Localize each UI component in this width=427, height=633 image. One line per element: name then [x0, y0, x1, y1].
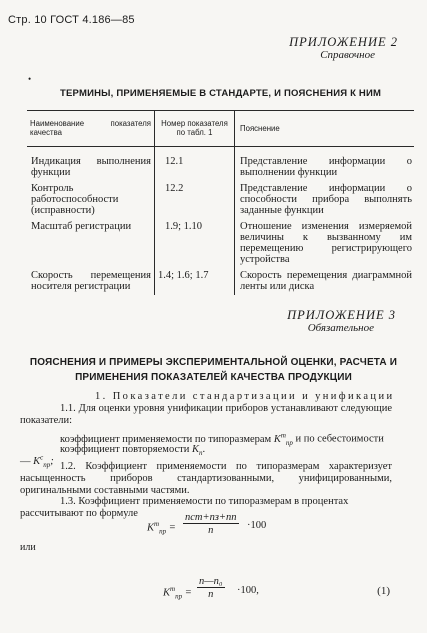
or-text: или [20, 542, 36, 553]
table-cell-name: Скорость перемещения носителя регистрации [31, 270, 151, 292]
formula2-denominator: n [208, 589, 214, 600]
table-cell-name: Масштаб регистрации [31, 221, 132, 232]
formula2-numerator: n—n₀ [199, 576, 223, 587]
formula2-fraction [197, 576, 225, 600]
table-cell-name: Контроль работоспособности (исправности) [31, 183, 119, 216]
formula1-tail: ·100 [247, 520, 267, 531]
applicability-text: коэффициент применяемости по типоразмерам [60, 433, 272, 445]
repeat-text: коэффициент повторяемости [60, 444, 190, 455]
formula2-lhs: $K^т_{пр}$ = [163, 585, 192, 601]
table-cell-number: 12.1 [155, 147, 235, 182]
table-header-name: Наименование показателя качества [27, 111, 155, 147]
terms-heading: ТЕРМИНЫ, ПРИМЕНЯЕМЫЕ В СТАНДАРТЕ, И ПОЯСНЕНИЯ К НИМ [60, 88, 382, 99]
formula1-lhs: $K^т_{пр}$ = [147, 520, 176, 536]
table-cell-number: 1.4; 1.6; 1.7 [155, 268, 235, 295]
terms-table [27, 110, 414, 295]
page-label: Стр. 10 ГОСТ 4.186—85 [8, 14, 135, 26]
k-n-symbol: $K_п$ [191, 444, 203, 458]
table-row [27, 147, 414, 182]
paragraph-1-2: 1.2. Коэффициент применяемости по типоразмерам характеризует насыщенность приборов стандартизованными, унифицированными, оригинальными составными частями. [20, 461, 392, 496]
margin-mark: • [28, 74, 32, 84]
table-cell-note: Представление информации о способности прибора выполнять заданные функции [240, 183, 412, 216]
table-row [27, 181, 414, 219]
table-header-note: Пояснение [235, 111, 415, 147]
table-row [27, 268, 414, 295]
table-cell-note: Скорость перемещения диаграммной ленты или диска [240, 270, 412, 292]
formula1-numerator: nст+nз+nп [185, 512, 237, 523]
table-cell-note: Отношение изменения измеряемой величины к вызванному им перемещению регистрирующего устройства [240, 221, 412, 265]
equation-number: (1) [377, 585, 390, 597]
table-cell-number: 12.2 [155, 181, 235, 219]
paragraph-1-1: 1.1. Для оценки уровня унификации приборов устанавливают следующие показатели: [20, 403, 392, 426]
table-cell-name: Индикация выполнения функции [31, 156, 151, 178]
k-tr-symbol: $K^т_{пр}$ [273, 431, 293, 447]
k-c-symbol: $K^с_{пр}$; [33, 453, 54, 470]
table-header-row [27, 111, 414, 147]
formula-applicability-1 [147, 512, 287, 540]
repeat-coefficient-line: коэффициент повторяемости $K_п$. [60, 444, 206, 458]
appendix2-title: ПРИЛОЖЕНИЕ 2 [289, 35, 398, 49]
appendix3-title: ПРИЛОЖЕНИЕ 3 [287, 308, 396, 322]
formula2-tail: ·100, [237, 585, 259, 596]
paragraph-1-3: 1.3. Коэффициент применяемости по типоразмерам в процентах рассчитывают по формуле [20, 496, 349, 519]
table-cell-number: 1.9; 1.10 [155, 219, 235, 268]
formula1-denominator: n [208, 525, 214, 536]
applicability-mid: и по себестоимости — [20, 433, 384, 468]
table-row [27, 219, 414, 268]
appendix2-subtitle: Справочное [320, 49, 375, 61]
section-1-title: 1. Показатели стандартизации и унификации [95, 391, 395, 402]
formula-applicability-2 [163, 576, 293, 604]
appendix3-subtitle: Обязательное [307, 322, 374, 334]
explanation-heading: ПОЯСНЕНИЯ И ПРИМЕРЫ ЭКСПЕРИМЕНТАЛЬНОЙ ОЦЕНКИ, РАСЧЕТА И ПРИМЕНЕНИЯ ПОКАЗАТЕЛЕЙ КАЧЕСТВА ПРОДУКЦИИ [29, 357, 398, 383]
table-cell-note: Представление информации о выполнении функции [240, 156, 412, 178]
formula1-fraction [183, 512, 239, 536]
table-header-number: Номер показателя по табл. 1 [155, 111, 235, 147]
